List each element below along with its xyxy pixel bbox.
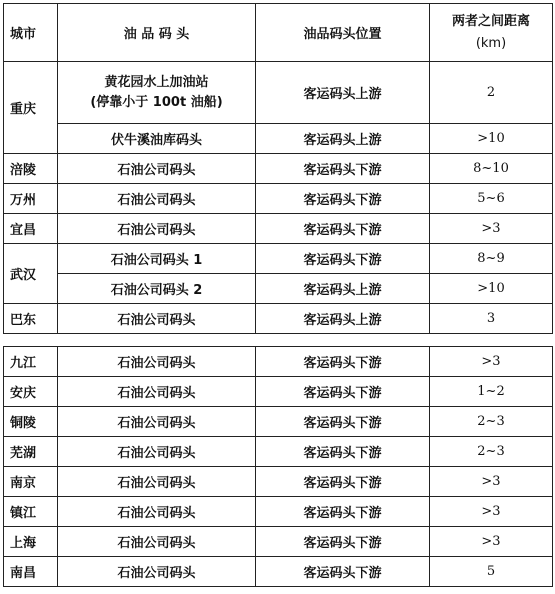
- wharf-cell: 伏牛溪油库码头: [58, 124, 256, 154]
- position-cell: 客运码头上游: [256, 304, 430, 334]
- position-cell: 客运码头下游: [256, 214, 430, 244]
- position-cell: 客运码头下游: [256, 557, 430, 587]
- distance-cell: 2~3: [430, 407, 553, 437]
- city-cell: 巴东: [4, 304, 58, 334]
- distance-cell: 2~3: [430, 437, 553, 467]
- wharf-note: (停靠小于 100t 油船): [90, 94, 223, 110]
- header-distance: [430, 4, 553, 62]
- table-row: [4, 62, 553, 124]
- header-wharf: 油 品 码 头: [58, 4, 256, 62]
- distance-cell: >10: [430, 124, 553, 154]
- wharf-cell: 石油公司码头: [58, 527, 256, 557]
- table-row: [4, 184, 553, 214]
- position-cell: 客运码头下游: [256, 184, 430, 214]
- wharf-cell: 石油公司码头: [58, 184, 256, 214]
- table-row: [4, 437, 553, 467]
- position-cell: 客运码头下游: [256, 347, 430, 377]
- wharf-cell: 石油公司码头: [58, 437, 256, 467]
- wharf-cell: 石油公司码头 1: [58, 244, 256, 274]
- city-cell: 重庆: [4, 62, 58, 154]
- table-row: [4, 154, 553, 184]
- table-header-row: [4, 4, 553, 62]
- position-cell: 客运码头下游: [256, 407, 430, 437]
- table-row: [4, 347, 553, 377]
- header-position: 油品码头位置: [256, 4, 430, 62]
- header-distance-line2: (km): [475, 35, 507, 51]
- city-cell: 镇江: [4, 497, 58, 527]
- wharf-name: 黄花园水上加油站: [104, 74, 209, 90]
- table-row: [4, 304, 553, 334]
- wharf-cell: 石油公司码头: [58, 497, 256, 527]
- city-cell: 涪陵: [4, 154, 58, 184]
- table-row: [4, 214, 553, 244]
- distance-cell: >3: [430, 214, 553, 244]
- distance-cell: >3: [430, 497, 553, 527]
- distance-cell: 2: [430, 62, 553, 124]
- wharf-cell: 石油公司码头: [58, 467, 256, 497]
- table-row: [4, 467, 553, 497]
- distance-cell: >3: [430, 527, 553, 557]
- wharf-distance-table-upper: [3, 3, 553, 334]
- table-row: [4, 497, 553, 527]
- distance-cell: 5~6: [430, 184, 553, 214]
- position-cell: 客运码头上游: [256, 124, 430, 154]
- table-row: [4, 377, 553, 407]
- position-cell: 客运码头下游: [256, 244, 430, 274]
- wharf-cell: 石油公司码头: [58, 407, 256, 437]
- city-cell: 武汉: [4, 244, 58, 304]
- city-cell: 九江: [4, 347, 58, 377]
- wharf-cell: 石油公司码头: [58, 557, 256, 587]
- table-row: [4, 557, 553, 587]
- position-cell: 客运码头下游: [256, 497, 430, 527]
- wharf-distance-table-lower: [3, 346, 553, 587]
- position-cell: 客运码头下游: [256, 437, 430, 467]
- city-cell: 芜湖: [4, 437, 58, 467]
- city-cell: 万州: [4, 184, 58, 214]
- city-cell: 南京: [4, 467, 58, 497]
- position-cell: 客运码头上游: [256, 62, 430, 124]
- table-row: [4, 244, 553, 274]
- wharf-cell: [58, 62, 256, 124]
- wharf-cell: 石油公司码头: [58, 347, 256, 377]
- position-cell: 客运码头下游: [256, 527, 430, 557]
- table-row: [4, 407, 553, 437]
- wharf-cell: 石油公司码头: [58, 377, 256, 407]
- distance-cell: 5: [430, 557, 553, 587]
- table-row: [4, 274, 553, 304]
- distance-cell: >3: [430, 347, 553, 377]
- distance-cell: >3: [430, 467, 553, 497]
- distance-cell: 3: [430, 304, 553, 334]
- table-row: [4, 527, 553, 557]
- wharf-cell: 石油公司码头 2: [58, 274, 256, 304]
- distance-cell: 1~2: [430, 377, 553, 407]
- distance-cell: 8~9: [430, 244, 553, 274]
- table-row: [4, 124, 553, 154]
- wharf-cell: 石油公司码头: [58, 304, 256, 334]
- position-cell: 客运码头下游: [256, 467, 430, 497]
- city-cell: 南昌: [4, 557, 58, 587]
- distance-cell: 8~10: [430, 154, 553, 184]
- position-cell: 客运码头下游: [256, 377, 430, 407]
- wharf-cell: 石油公司码头: [58, 214, 256, 244]
- city-cell: 铜陵: [4, 407, 58, 437]
- header-city: 城市: [4, 4, 58, 62]
- position-cell: 客运码头上游: [256, 274, 430, 304]
- city-cell: 宜昌: [4, 214, 58, 244]
- wharf-cell: 石油公司码头: [58, 154, 256, 184]
- distance-cell: >10: [430, 274, 553, 304]
- city-cell: 上海: [4, 527, 58, 557]
- position-cell: 客运码头下游: [256, 154, 430, 184]
- header-distance-line1: 两者之间距离: [451, 13, 530, 29]
- city-cell: 安庆: [4, 377, 58, 407]
